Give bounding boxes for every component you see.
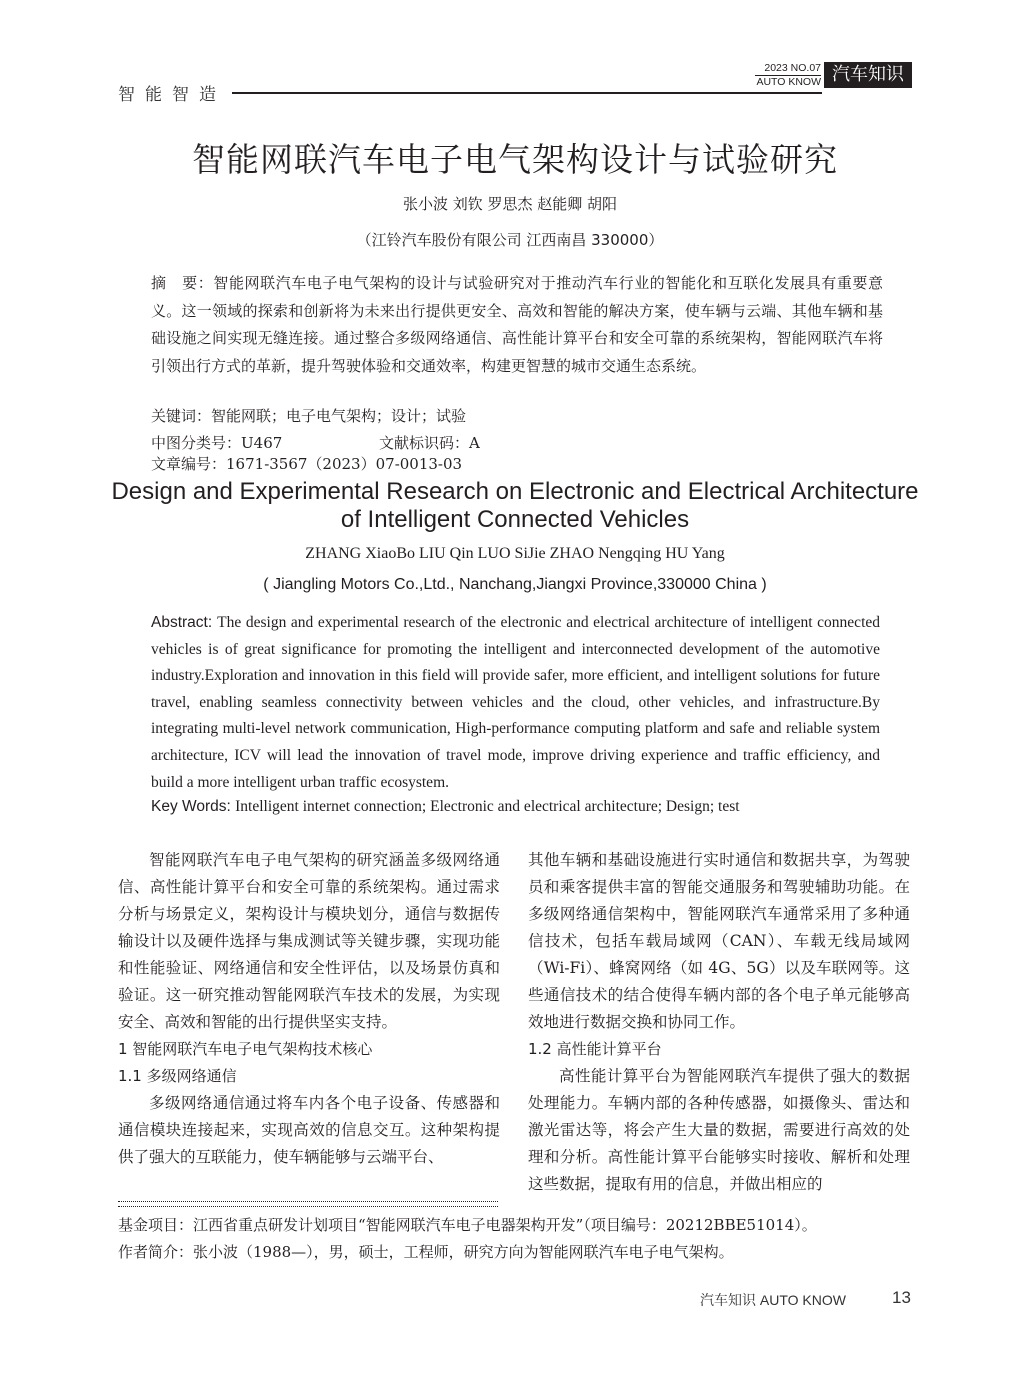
paper-title-en: Design and Experimental Research on Electronic and Electrical Architecture of Intelligent Connected Vehicles	[111, 478, 919, 533]
body-column-left	[118, 847, 500, 1171]
article-no-value: 1671-3567（2023）07-0013-03	[226, 455, 463, 473]
paragraph-1-1-continued: 其他车辆和基础设施进行实时通信和数据共享，为驾驶员和乘客提供丰富的智能交通服务和驾驶辅助功能。在多级网络通信架构中，智能网联汽车通常采用了多种通信技术，包括车载局域网（CAN）、车载无线局域网（Wi-Fi）、蜂窝网络（如 4G、5G）以及车联网等。这些通信技术的结合使得车辆内部的各个电子单元能够高效地进行数据交换和协同工作。	[528, 851, 910, 1031]
abstract-cn-text: 智能网联汽车电子电气架构的设计与试验研究对于推动汽车行业的智能化和互联化发展具有重要意义。这一领域的探索和创新将为未来出行提供更安全、高效和智能的解决方案，使车辆与云端、其他车辆和基础设施之间实现无缝连接。通过整合多级网络通信、高性能计算平台和安全可靠的系统架构，智能网联汽车将引领出行方式的革新，提升驾驶体验和交通效率，构建更智慧的城市交通生态系统。	[151, 274, 883, 375]
paper-title-cn: 智能网联汽车电子电气架构设计与试验研究	[192, 140, 838, 179]
issue-number: 2023 NO.07	[764, 62, 821, 74]
keywords-en-label: Key Words:	[151, 798, 236, 815]
footnote	[118, 1212, 918, 1266]
intro-paragraph: 智能网联汽车电子电气架构的研究涵盖多级网络通信、高性能计算平台和安全可靠的系统架构。通过需求分析与场景定义，架构设计与模块划分，通信与数据传输设计以及硬件选择与集成测试等关键步骤，实现功能和性能验证、网络通信和安全性评估，以及场景仿真和验证。这一研究推动智能网联汽车技术的发展，为实现安全、高效和智能的出行提供坚实支持。	[118, 851, 500, 1031]
keywords-cn	[151, 405, 883, 426]
section-heading-1: 1 智能网联汽车电子电气架构技术核心	[118, 1040, 373, 1058]
issue-info	[755, 63, 821, 88]
abstract-cn-label: 摘 要：	[151, 274, 214, 292]
affiliation-en: ( Jiangling Motors Co.,Ltd., Nanchang,Jiangxi Province,330000 China )	[263, 576, 767, 593]
magazine-logo: 汽车知识	[824, 62, 912, 88]
subsection-heading-1-2: 1.2 高性能计算平台	[528, 1040, 662, 1058]
footer-journal: 汽车知识 AUTO KNOW	[700, 1292, 846, 1308]
doc-code-value: A	[469, 434, 480, 452]
paragraph-1-2: 高性能计算平台为智能网联汽车提供了强大的数据处理能力。车辆内部的各种传感器，如摄像头、雷达和激光雷达等，将会产生大量的数据，需要进行高效的处理和分析。高性能计算平台能够实时接收、解析和处理这些数据，提取有用的信息，并做出相应的	[528, 1067, 910, 1193]
keywords-cn-label: 关键词：	[151, 407, 212, 425]
abstract-en	[151, 610, 880, 796]
abstract-cn	[151, 270, 883, 380]
issue-journal-en: AUTO KNOW	[756, 76, 821, 88]
paragraph-1-1-start: 多级网络通信通过将车内各个电子设备、传感器和通信模块连接起来，实现高效的信息交互。这种架构提供了强大的互联能力，使车辆能够与云端平台、	[118, 1094, 500, 1166]
author-bio-note: 作者简介：张小波（1988—），男，硕士，工程师，研究方向为智能网联汽车电子电气架构。	[118, 1243, 734, 1261]
section-label: 智能智造	[118, 85, 226, 105]
keywords-cn-text: 智能网联；电子电气架构；设计；试验	[211, 407, 467, 425]
doc-code-label: 文献标识码：	[379, 434, 470, 452]
keywords-en	[151, 798, 880, 816]
authors-en: ZHANG XiaoBo LIU Qin LUO SiJie ZHAO Nengqing HU Yang	[305, 545, 725, 562]
clc-value: U467	[241, 434, 283, 452]
footnote-rule	[118, 1201, 498, 1207]
clc-label: 中图分类号：	[151, 434, 242, 452]
abstract-en-label: Abstract:	[151, 614, 218, 631]
subsection-heading-1-1: 1.1 多级网络通信	[118, 1067, 237, 1085]
keywords-en-text: Intelligent internet connection; Electronic and electrical architecture; Design; test	[235, 798, 740, 815]
affiliation-cn: （江铃汽车股份有限公司 江西南昌 330000）	[356, 231, 664, 249]
header-rule	[232, 92, 822, 94]
page-number: 13	[892, 1288, 911, 1307]
body-column-right	[528, 847, 910, 1198]
abstract-en-text: The design and experimental research of the electronic and electrical architecture of intelligent connected vehicles is of great significance for promoting the intelligent and interconnected development of the automotive industry.Exploration and innovation in this field will provide safer, more efficient, and intelligent solutions for future travel, enabling seamless connectivity between vehicles and the cloud, other vehicles, and infrastructure.By integrating multi-level network communication, High-performance computing platform and safe and reliable system architecture, ICV will lead the innovation of travel mode, improve driving experience and traffic efficiency, and build a more intelligent urban traffic ecosystem.	[151, 614, 880, 791]
funding-note: 基金项目：江西省重点研发计划项目“智能网联汽车电子电器架构开发”（项目编号：20212BBE51014）。	[118, 1216, 817, 1234]
classification-line	[151, 432, 883, 474]
authors-cn: 张小波 刘钦 罗思杰 赵能卿 胡阳	[402, 195, 618, 213]
article-no-label: 文章编号：	[151, 455, 227, 473]
